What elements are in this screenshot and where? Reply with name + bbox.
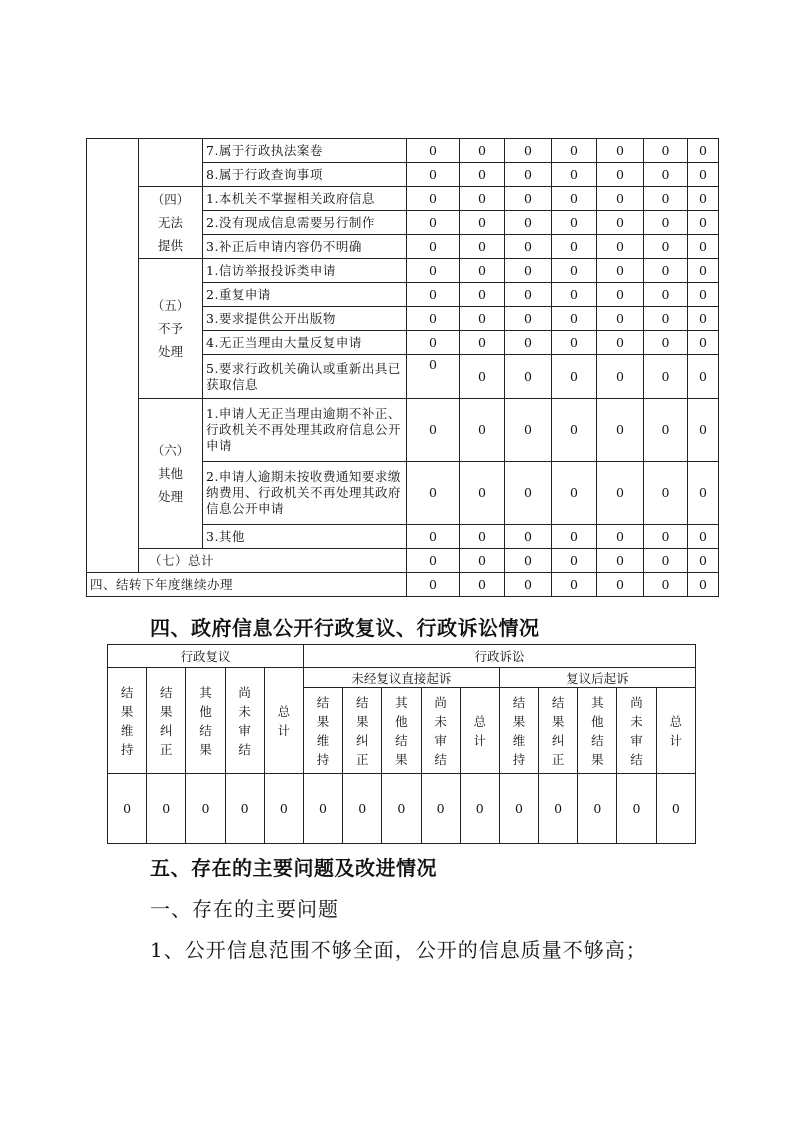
review-col: 其他结果	[186, 668, 225, 774]
value-cell: 0	[597, 307, 644, 331]
value-cell: 0	[505, 139, 552, 163]
value-cell: 0	[460, 187, 505, 211]
total-row	[87, 549, 719, 573]
after-col: 其他结果	[578, 688, 617, 774]
value-cell: 0	[460, 774, 499, 844]
section4-heading: 四、政府信息公开行政复议、行政诉讼情况	[150, 616, 540, 640]
value-cell: 0	[644, 462, 688, 525]
value-cell: 0	[460, 163, 505, 187]
after-col: 尚未审结	[617, 688, 656, 774]
value-cell: 0	[539, 774, 578, 844]
paragraph-problem-1: 1、公开信息范围不够全面，公开的信息质量不够高；	[150, 938, 647, 962]
value-cell: 0	[552, 331, 597, 355]
value-cell: 0	[688, 139, 719, 163]
group-label: （五） 不予 处理	[139, 259, 203, 399]
value-cell: 0	[688, 331, 719, 355]
value-cell: 0	[505, 211, 552, 235]
value-cell: 0	[644, 187, 688, 211]
value-cell: 0	[407, 549, 460, 573]
table-row	[87, 399, 719, 462]
value-cell: 0	[505, 283, 552, 307]
value-cell: 0	[108, 774, 147, 844]
value-cell: 0	[460, 283, 505, 307]
review-col: 结果纠正	[147, 668, 186, 774]
value-cell: 0	[644, 235, 688, 259]
row-item-label: 5.要求行政机关确认或重新出具已获取信息	[203, 355, 407, 399]
value-cell: 0	[597, 259, 644, 283]
value-cell: 0	[407, 399, 460, 462]
value-cell: 0	[688, 163, 719, 187]
value-cell: 0	[688, 355, 719, 399]
value-cell: 0	[382, 774, 421, 844]
value-cell: 0	[688, 525, 719, 549]
value-cell: 0	[644, 331, 688, 355]
value-cell: 0	[407, 525, 460, 549]
direct-col: 尚未审结	[421, 688, 460, 774]
direct-col: 结果维持	[303, 688, 342, 774]
direct-col: 结果纠正	[343, 688, 382, 774]
value-cell: 0	[552, 235, 597, 259]
review-col: 结果维持	[108, 668, 147, 774]
group-label: （六） 其他 处理	[139, 399, 203, 549]
value-cell: 0	[505, 355, 552, 399]
value-cell: 0	[505, 525, 552, 549]
value-cell: 0	[460, 462, 505, 525]
value-cell: 0	[688, 211, 719, 235]
value-cell: 0	[552, 307, 597, 331]
review-col: 总计	[264, 668, 303, 774]
value-cell: 0	[597, 163, 644, 187]
row-item-label: 3.要求提供公开出版物	[203, 307, 407, 331]
after-review-header: 复议后起诉	[499, 668, 695, 688]
row-item-label: 8.属于行政查询事项	[203, 163, 407, 187]
value-cell: 0	[407, 462, 460, 525]
value-cell: 0	[460, 525, 505, 549]
value-cell: 0	[303, 774, 342, 844]
carry-over-label: 四、结转下年度继续办理	[87, 573, 407, 597]
value-cell: 0	[597, 331, 644, 355]
value-cell: 0	[644, 355, 688, 399]
value-cell: 0	[552, 399, 597, 462]
value-cell: 0	[688, 235, 719, 259]
total-label: （七）总计	[139, 549, 407, 573]
value-cell: 0	[552, 462, 597, 525]
row-item-label: 1.本机关不掌握相关政府信息	[203, 187, 407, 211]
value-cell: 0	[460, 211, 505, 235]
value-cell: 0	[460, 235, 505, 259]
value-cell: 0	[552, 211, 597, 235]
value-cell: 0	[552, 187, 597, 211]
value-cell: 0	[552, 139, 597, 163]
value-cell: 0	[407, 355, 460, 399]
value-cell: 0	[505, 399, 552, 462]
value-cell: 0	[505, 187, 552, 211]
value-cell: 0	[505, 235, 552, 259]
value-cell: 0	[644, 259, 688, 283]
value-cell: 0	[552, 163, 597, 187]
after-col: 结果纠正	[539, 688, 578, 774]
value-cell: 0	[460, 549, 505, 573]
value-cell: 0	[407, 259, 460, 283]
table-row	[87, 259, 719, 283]
row-item-label: 1.申请人无正当理由逾期不补正、行政机关不再处理其政府信息公开申请	[203, 399, 407, 462]
value-cell: 0	[505, 259, 552, 283]
row-item-label: 4.无正当理由大量反复申请	[203, 331, 407, 355]
value-cell: 0	[597, 139, 644, 163]
after-col: 总计	[656, 688, 695, 774]
value-cell: 0	[407, 139, 460, 163]
value-cell: 0	[421, 774, 460, 844]
direct-col: 总计	[460, 688, 499, 774]
row-item-label: 2.申请人逾期未按收费通知要求缴纳费用、行政机关不再处理其政府信息公开申请	[203, 462, 407, 525]
litigation-header: 行政诉讼	[303, 645, 695, 668]
value-cell: 0	[407, 235, 460, 259]
value-cell: 0	[597, 525, 644, 549]
value-cell: 0	[617, 774, 656, 844]
value-cell: 0	[505, 307, 552, 331]
value-cell: 0	[552, 283, 597, 307]
value-cell: 0	[644, 139, 688, 163]
group-label: （四） 无法 提供	[139, 187, 203, 259]
value-cell: 0	[688, 307, 719, 331]
value-cell: 0	[460, 573, 505, 597]
value-cell: 0	[578, 774, 617, 844]
row-item-label: 2.没有现成信息需要另行制作	[203, 211, 407, 235]
value-cell: 0	[597, 283, 644, 307]
review-header: 行政复议	[108, 645, 304, 668]
value-cell: 0	[505, 462, 552, 525]
value-cell: 0	[264, 774, 303, 844]
value-cell: 0	[505, 573, 552, 597]
value-cell: 0	[460, 355, 505, 399]
value-cell: 0	[407, 331, 460, 355]
value-cell: 0	[460, 307, 505, 331]
value-cell: 0	[644, 211, 688, 235]
value-cell: 0	[407, 283, 460, 307]
after-col: 结果维持	[499, 688, 538, 774]
value-cell: 0	[644, 399, 688, 462]
value-cell: 0	[186, 774, 225, 844]
value-cell: 0	[552, 355, 597, 399]
value-cell: 0	[597, 187, 644, 211]
application-handling-table	[86, 138, 719, 597]
value-cell: 0	[407, 163, 460, 187]
value-cell: 0	[225, 774, 264, 844]
value-cell: 0	[597, 573, 644, 597]
value-cell: 0	[644, 573, 688, 597]
value-cell: 0	[343, 774, 382, 844]
value-cell: 0	[460, 139, 505, 163]
value-cell: 0	[688, 462, 719, 525]
table-row	[87, 139, 719, 163]
value-cell: 0	[644, 549, 688, 573]
value-cell: 0	[552, 525, 597, 549]
value-cell: 0	[597, 462, 644, 525]
value-cell: 0	[597, 211, 644, 235]
value-cell: 0	[688, 549, 719, 573]
direct-col: 其他结果	[382, 688, 421, 774]
value-cell: 0	[644, 163, 688, 187]
value-cell: 0	[688, 283, 719, 307]
value-cell: 0	[552, 573, 597, 597]
value-cell: 0	[407, 573, 460, 597]
blank-group-cell	[139, 139, 203, 187]
value-cell: 0	[688, 187, 719, 211]
value-cell: 0	[505, 331, 552, 355]
value-cell: 0	[597, 549, 644, 573]
value-cell: 0	[688, 399, 719, 462]
row-item-label: 3.补正后申请内容仍不明确	[203, 235, 407, 259]
value-cell: 0	[407, 211, 460, 235]
value-cell: 0	[147, 774, 186, 844]
row-item-label: 7.属于行政执法案卷	[203, 139, 407, 163]
blank-category-cell	[87, 139, 139, 573]
row-item-label: 3.其他	[203, 525, 407, 549]
value-cell: 0	[597, 355, 644, 399]
value-cell: 0	[499, 774, 538, 844]
value-cell: 0	[644, 525, 688, 549]
carry-over-row	[87, 573, 719, 597]
value-cell: 0	[656, 774, 695, 844]
section5-heading: 五、存在的主要问题及改进情况	[150, 856, 437, 880]
value-cell: 0	[460, 259, 505, 283]
value-cell: 0	[597, 399, 644, 462]
table-row	[87, 187, 719, 211]
value-cell: 0	[407, 187, 460, 211]
value-cell: 0	[552, 549, 597, 573]
value-cell: 0	[460, 331, 505, 355]
table-row	[108, 774, 696, 844]
row-item-label: 2.重复申请	[203, 283, 407, 307]
review-col: 尚未审结	[225, 668, 264, 774]
value-cell: 0	[505, 163, 552, 187]
subheading-problems: 一、存在的主要问题	[150, 897, 339, 921]
value-cell: 0	[644, 283, 688, 307]
direct-litigation-header: 未经复议直接起诉	[303, 668, 499, 688]
review-litigation-table	[107, 644, 696, 844]
value-cell: 0	[688, 259, 719, 283]
value-cell: 0	[644, 307, 688, 331]
value-cell: 0	[407, 307, 460, 331]
value-cell: 0	[688, 573, 719, 597]
value-cell: 0	[460, 399, 505, 462]
value-cell: 0	[505, 549, 552, 573]
value-cell: 0	[552, 259, 597, 283]
row-item-label: 1.信访举报投诉类申请	[203, 259, 407, 283]
value-cell: 0	[597, 235, 644, 259]
